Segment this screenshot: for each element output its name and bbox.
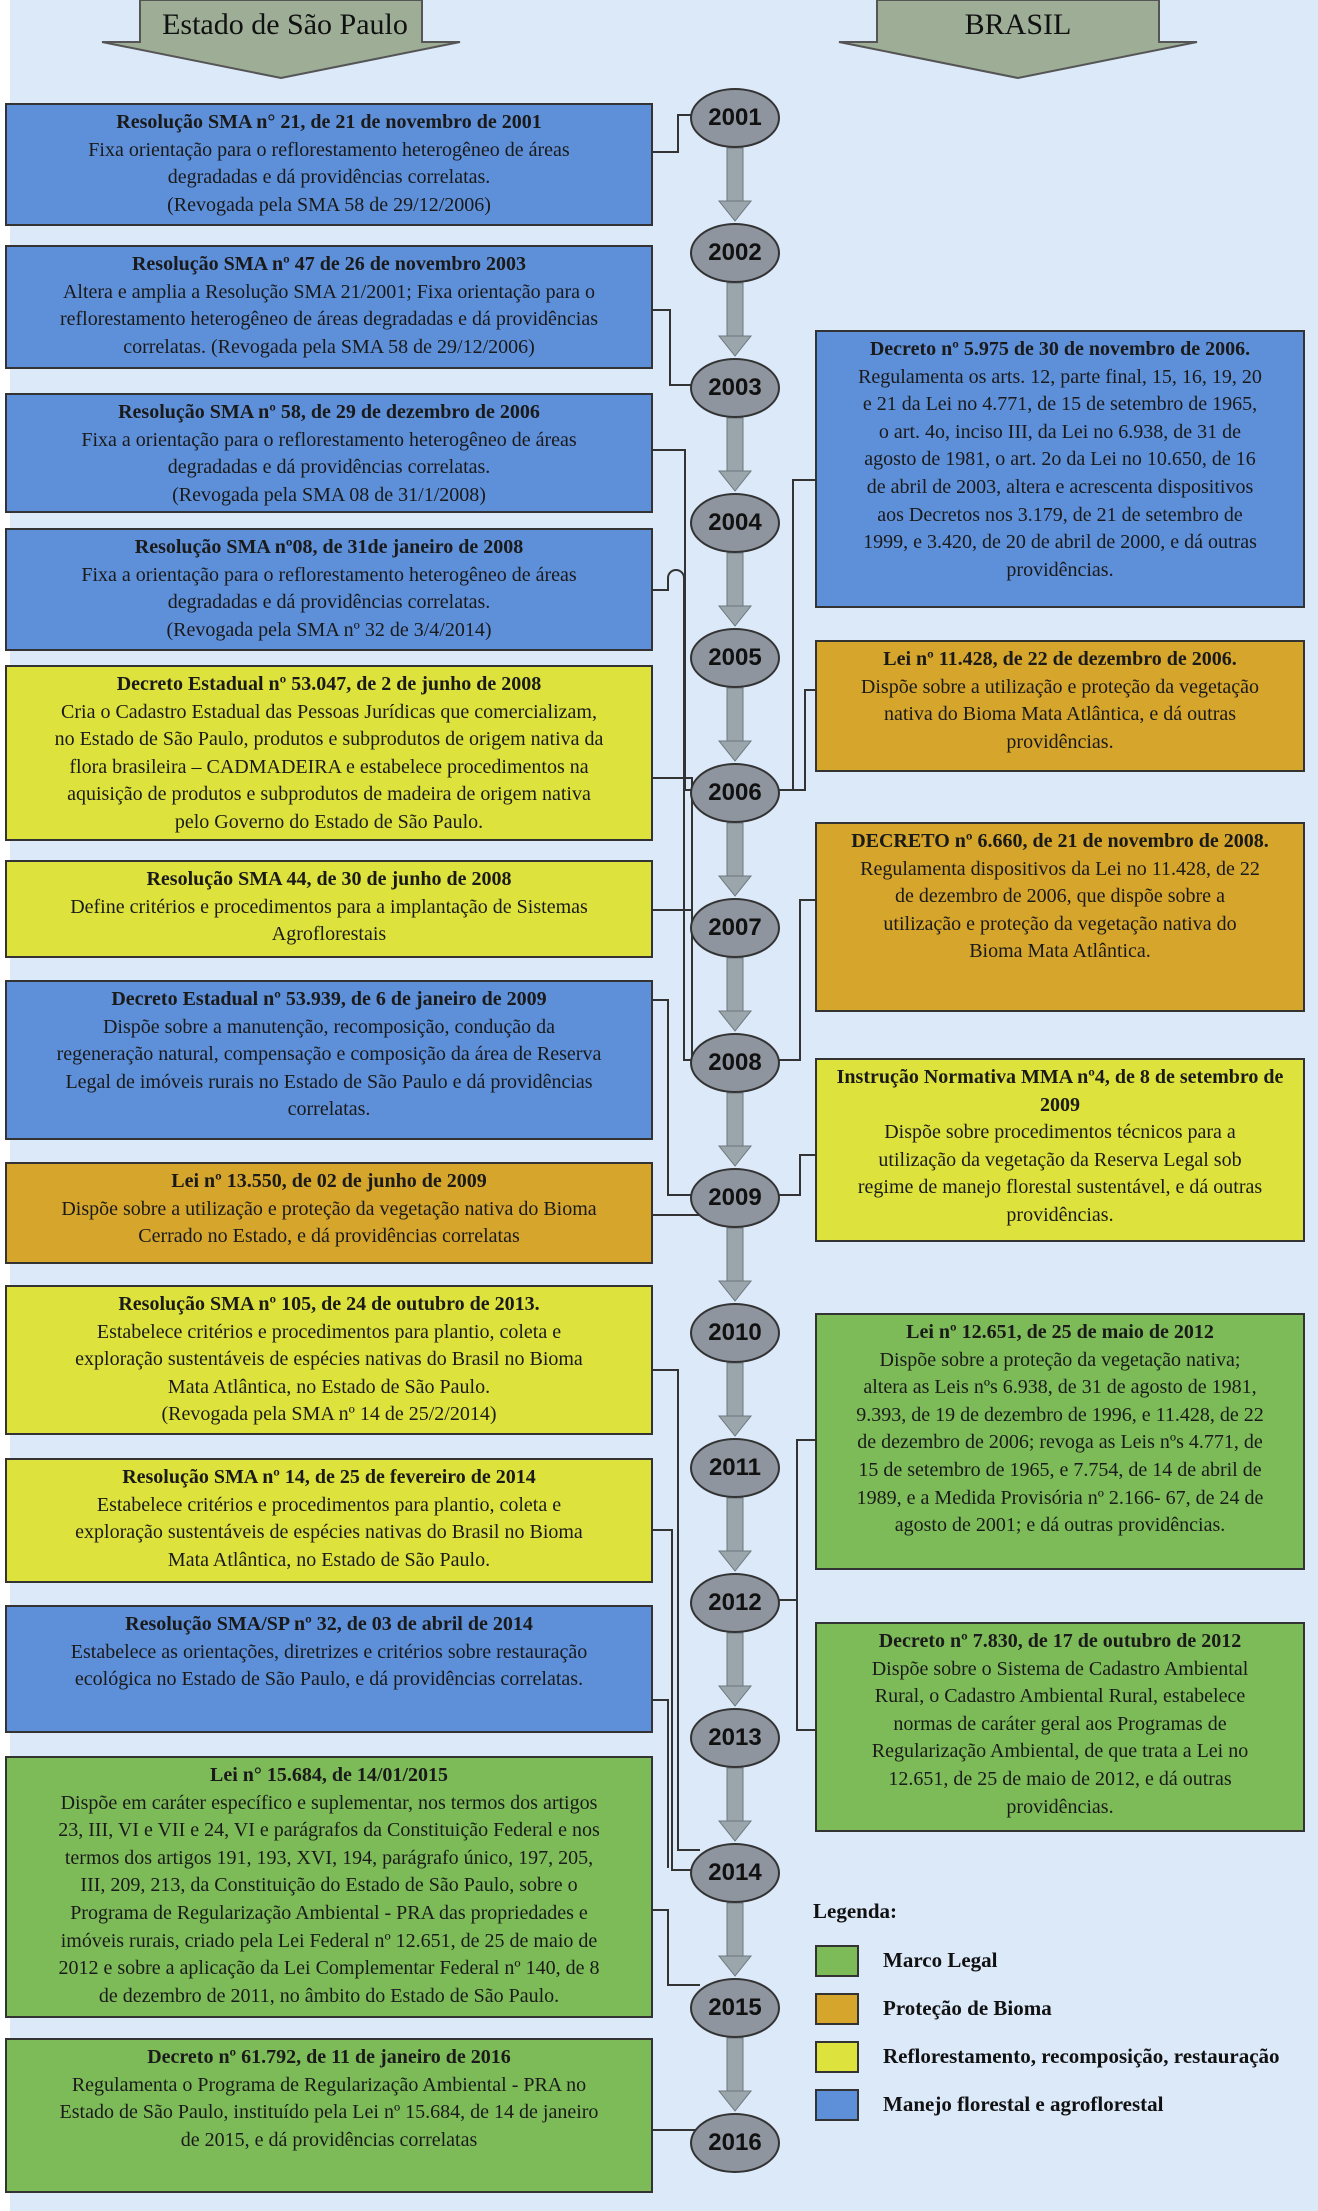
year-node-2001: 2001 xyxy=(690,88,780,148)
box-resolucao-sma-21 xyxy=(5,103,653,226)
box-body: Estabelece as orientações, diretrizes e critérios sobre restauração ecológica no Estado de São Paulo, e dá providências correlatas. xyxy=(70,1640,588,1691)
box-title: DECRETO nº 6.660, de 21 de novembro de 2008. xyxy=(851,830,1269,852)
year-node-2002: 2002 xyxy=(690,223,780,283)
timeline-arrow-shaft xyxy=(727,1363,743,1416)
box-body: Regulamenta os arts. 12, parte final, 15, 16, 19, 20 e 21 da Lei no 4.771, de 15 de setembro de 1965, o art. 4o, inciso III, da Lei no 6.938, de 31 de agosto de 1981, o art. 2o da Lei no 10.650, de 16 de abril de 2003, altera e acrescenta dispositivos aos Decretos nos 3.179, de 21 de setembro de 1999, e 3.420, de 20 de abril de 2000, e dá outras providências. xyxy=(858,365,1262,581)
header-right-title: BRASIL xyxy=(964,8,1072,41)
box-title: Decreto Estadual nº 53.047, de 2 de junho de 2008 xyxy=(116,673,542,695)
year-node-2008: 2008 xyxy=(690,1033,780,1093)
year-node-2014: 2014 xyxy=(690,1843,780,1903)
box-title: Lei nº 13.550, de 02 de junho de 2009 xyxy=(171,1170,487,1192)
box-title: Lei nº 11.428, de 22 de dezembro de 2006. xyxy=(883,648,1237,670)
box-resolucao-sma-08 xyxy=(5,528,653,651)
box-body: Dispõe sobre procedimentos técnicos para a utilização da vegetação da Reserva Legal sob regime de manejo florestal sustentável, e dá outras providências. xyxy=(857,1121,1263,1226)
box-body: Fixa a orientação para o reflorestamento heterogêneo de áreas degradadas e dá providências correlatas. (Revogada pela SMA nº 32 de 3/4/2014) xyxy=(81,563,577,641)
timeline-arrow-shaft xyxy=(727,283,743,336)
box-body: Fixa a orientação para o reflorestamento heterogêneo de áreas degradadas e dá providências correlatas. (Revogada pela SMA 08 de 31/1/2008) xyxy=(81,428,577,506)
box-lei-15684 xyxy=(5,1756,653,2018)
year-node-2013: 2013 xyxy=(690,1708,780,1768)
year-node-2016: 2016 xyxy=(690,2113,780,2173)
box-lei-13550 xyxy=(5,1162,653,1264)
box-body: Fixa orientação para o reflorestamento heterogêneo de áreas degradadas e dá providências correlatas. (Revogada pela SMA 58 de 29/12/2006) xyxy=(88,138,570,216)
timeline-arrow-shaft xyxy=(727,1768,743,1821)
box-resolucao-sma-47 xyxy=(5,245,653,369)
box-title: Decreto nº 7.830, de 17 de outubro de 2012 xyxy=(878,1630,1242,1652)
box-title: Decreto Estadual nº 53.939, de 6 de janeiro de 2009 xyxy=(111,988,547,1010)
legend-label-reflorestamento: Reflorestamento, recomposição, restauração xyxy=(883,2044,1280,2068)
box-resolucao-sma-sp-32 xyxy=(5,1605,653,1733)
box-body: Estabelece critérios e procedimentos para plantio, coleta e exploração sustentáveis de espécies nativas do Brasil no Bioma Mata Atlântica, no Estado de São Paulo. xyxy=(75,1493,583,1571)
legend-label-marco-legal: Marco Legal xyxy=(883,1948,998,1972)
box-body: Define critérios e procedimentos para a implantação de Sistemas Agroflorestais xyxy=(70,895,588,946)
timeline-arrow-shaft xyxy=(727,823,743,876)
box-decreto-61792 xyxy=(5,2038,653,2193)
box-title: Resolução SMA n° 21, de 21 de novembro de 2001 xyxy=(116,111,542,133)
box-title: Decreto nº 5.975 de 30 de novembro de 2006. xyxy=(869,338,1251,360)
legend-swatch-protecao-bioma xyxy=(815,1993,859,2025)
legend-swatch-reflorestamento xyxy=(815,2041,859,2073)
box-lei-11428 xyxy=(815,640,1305,772)
box-body: Dispõe sobre o Sistema de Cadastro Ambiental Rural, o Cadastro Ambiental Rural, estabelece normas de caráter geral aos Programas de Regularização Ambiental, de que trata a Lei no 12.651, de 25 de maio de 2012, e dá outras providências. xyxy=(871,1657,1249,1818)
year-node-2015: 2015 xyxy=(690,1978,780,2038)
box-resolucao-sma-44 xyxy=(5,860,653,958)
box-resolucao-sma-14 xyxy=(5,1458,653,1583)
legend-swatch-manejo-florestal xyxy=(815,2089,859,2121)
box-body: Altera e amplia a Resolução SMA 21/2001; Fixa orientação para o reflorestamento heterogêneo de áreas degradadas e dá providências correlatas. (Revogada pela SMA 58 de 29/12/2006) xyxy=(59,280,599,358)
box-title: Lei n° 15.684, de 14/01/2015 xyxy=(209,1764,448,1786)
timeline-arrow-shaft xyxy=(727,2038,743,2091)
box-decreto-estadual-53047 xyxy=(5,665,653,841)
year-node-2005: 2005 xyxy=(690,628,780,688)
box-body: Dispõe sobre a proteção da vegetação nativa; altera as Leis nºs 6.938, de 31 de agosto de 1981, 9.393, de 19 de dezembro de 1996, e 11.428, de 22 de dezembro de 2006; revoga as Leis nºs 4.771, de 15 de setembro de 1965, e 7.754, de 14 de abril de 1989, e a Medida Provisória nº 2.166- 67, de 24 de agosto de 2001; e dá outras providências. xyxy=(856,1348,1264,1537)
box-title: Resolução SMA 44, de 30 de junho de 2008 xyxy=(146,868,512,890)
box-title: Resolução SMA nº 47 de 26 de novembro 2003 xyxy=(131,253,527,275)
timeline-arrow-shaft xyxy=(727,688,743,741)
box-title: Resolução SMA nº 14, de 25 de fevereiro de 2014 xyxy=(122,1466,536,1488)
timeline-arrow-shaft xyxy=(727,1498,743,1551)
legend-title: Legenda: xyxy=(813,1899,897,1923)
year-node-2004: 2004 xyxy=(690,493,780,553)
box-body: Regulamenta o Programa de Regularização Ambiental - PRA no Estado de São Paulo, instituído pela Lei nº 15.684, de 14 de janeiro de 2015, e dá providências correlatas xyxy=(59,2073,599,2151)
box-resolucao-sma-58 xyxy=(5,393,653,513)
box-title: Decreto nº 61.792, de 11 de janeiro de 2016 xyxy=(147,2046,511,2068)
year-node-2010: 2010 xyxy=(690,1303,780,1363)
box-body: Cria o Cadastro Estadual das Pessoas Jurídicas que comercializam, no Estado de São Paulo, produtos e subprodutos de origem nativa da flora brasileira – CADMADEIRA e estabelece procedimentos na aquisição de produtos e subprodutos de madeira de origem nativa pelo Governo do Estado de São Paulo. xyxy=(54,700,604,833)
timeline-arrow-shaft xyxy=(727,148,743,201)
box-lei-12651 xyxy=(815,1313,1305,1570)
year-node-2009: 2009 xyxy=(690,1168,780,1228)
timeline-arrow-shaft xyxy=(727,1633,743,1686)
box-title: Instrução Normativa MMA nº4, de 8 de setembro de 2009 xyxy=(836,1066,1284,1116)
box-title: Lei nº 12.651, de 25 de maio de 2012 xyxy=(906,1321,1214,1343)
box-title: Resolução SMA nº 105, de 24 de outubro de 2013. xyxy=(118,1293,540,1315)
box-decreto-5975 xyxy=(815,330,1305,608)
year-node-2012: 2012 xyxy=(690,1573,780,1633)
legend-label-protecao-bioma: Proteção de Bioma xyxy=(883,1996,1052,2020)
box-resolucao-sma-105 xyxy=(5,1285,653,1435)
box-title: Resolução SMA/SP nº 32, de 03 de abril de 2014 xyxy=(125,1613,533,1635)
legend-label-manejo-florestal: Manejo florestal e agroflorestal xyxy=(883,2092,1164,2116)
box-body: Estabelece critérios e procedimentos para plantio, coleta e exploração sustentáveis de espécies nativas do Brasil no Bioma Mata Atlântica, no Estado de São Paulo. (Revogada pela SMA nº 14 de 25/2/2014) xyxy=(75,1320,583,1426)
header-left-title: Estado de São Paulo xyxy=(162,8,408,41)
timeline-arrow-shaft xyxy=(727,418,743,471)
box-title: Resolução SMA nº08, de 31de janeiro de 2008 xyxy=(134,536,524,558)
year-node-2011: 2011 xyxy=(690,1438,780,1498)
legend-swatch-marco-legal xyxy=(815,1945,859,1977)
box-body: Dispõe sobre a utilização e proteção da vegetação nativa do Bioma Mata Atlântica, e dá outras providências. xyxy=(860,675,1260,753)
box-body: Dispõe sobre a manutenção, recomposição, condução da regeneração natural, compensação e composição da área de Reserva Legal de imóveis rurais no Estado de São Paulo e dá providências correlatas. xyxy=(56,1015,602,1121)
box-instrucao-normativa-mma-4 xyxy=(815,1058,1305,1242)
timeline-arrow-shaft xyxy=(727,1228,743,1281)
box-decreto-7830 xyxy=(815,1622,1305,1832)
timeline-arrow-shaft xyxy=(727,553,743,606)
box-decreto-6660 xyxy=(815,822,1305,1012)
box-decreto-estadual-53939 xyxy=(5,980,653,1140)
box-body: Dispõe em caráter específico e suplementar, nos termos dos artigos 23, III, VI e VII e 24, VI e parágrafos da Constituição Federal e nos termos dos artigos 191, 193, XVI, 194, parágrafo único, 197, 205, III, 209, 213, da Constituição do Estado de São Paulo, sobre o Programa de Regularização Ambiental - PRA das propriedades e imóveis rurais, criado pela Lei Federal nº 12.651, de 25 de maio de 2012 e sobre a aplicação da Lei Complementar Federal nº 140, de 8 de dezembro de 2011, no âmbito do Estado de São Paulo. xyxy=(58,1791,600,2007)
year-node-2007: 2007 xyxy=(690,898,780,958)
year-node-2003: 2003 xyxy=(690,358,780,418)
box-title: Resolução SMA nº 58, de 29 de dezembro de 2006 xyxy=(118,401,540,423)
timeline-arrow-shaft xyxy=(727,1903,743,1956)
box-body: Dispõe sobre a utilização e proteção da vegetação nativa do Bioma Cerrado no Estado, e dá providências correlatas xyxy=(61,1197,597,1248)
timeline-arrow-shaft xyxy=(727,1093,743,1146)
box-body: Regulamenta dispositivos da Lei no 11.428, de 22 de dezembro de 2006, que dispõe sobre a utilização e proteção da vegetação nativa do Bioma Mata Atlântica. xyxy=(860,857,1260,963)
year-node-2006: 2006 xyxy=(690,763,780,823)
timeline-arrow-shaft xyxy=(727,958,743,1011)
